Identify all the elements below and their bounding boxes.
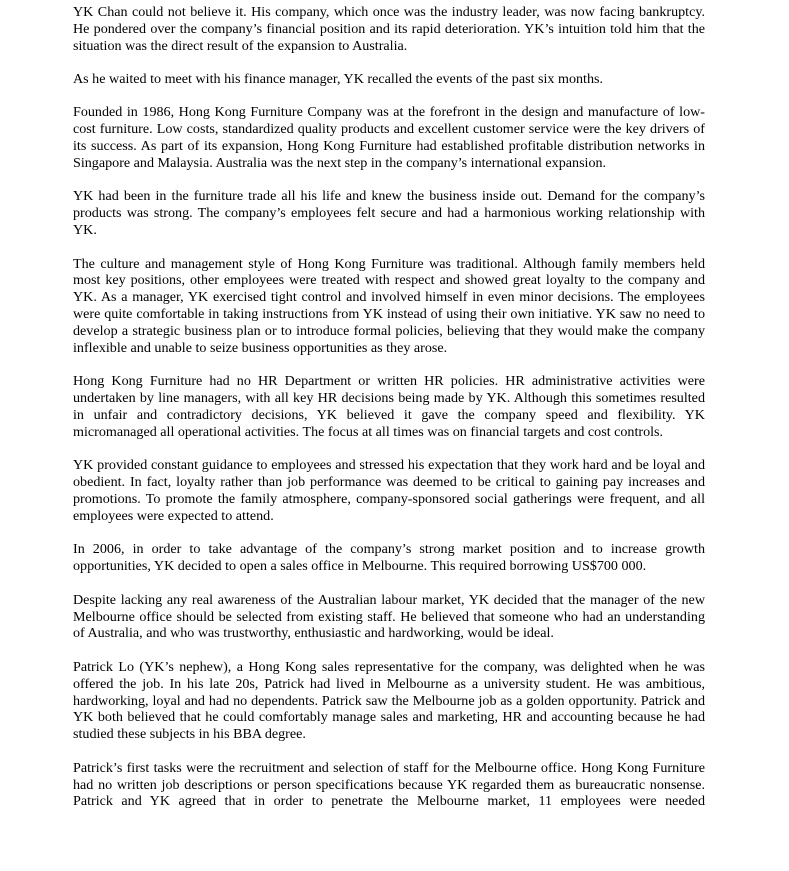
- paragraph-company-history: Founded in 1986, Hong Kong Furniture Company was at the forefront in the design and manufacture of low-cost furniture. Low costs, standardized quality products and excellent customer service were the key drivers of its success. As part of its expansion, Hong Kong Furniture had established profitable distribution networks in Singapore and Malaysia. Australia was the next step in the company’s international expansion.: [73, 104, 705, 172]
- paragraph-bankruptcy: YK Chan could not believe it. His company, which once was the industry leader, was now facing bankruptcy. He pondered over the company’s financial position and its rapid deterioration. YK’s intuition told him that the situation was the direct result of the expansion to Australia.: [73, 4, 705, 54]
- paragraph-manager-selection: Despite lacking any real awareness of the Australian labour market, YK decided that the manager of the new Melbourne office should be selected from existing staff. He believed that someone who had an understanding of Australia, and who was trustworthy, enthusiastic and hardworking, would be ideal.: [73, 591, 705, 642]
- paragraph-recruitment: Patrick’s first tasks were the recruitment and selection of staff for the Melbourne office. Hong Kong Furniture had no written job descriptions or person specifications because YK regarded them as bureaucratic nonsense. Patrick and YK agreed that in order to penetrate the Melbourne market, 11 employees were needed: [73, 759, 705, 810]
- paragraph-loyalty: YK provided constant guidance to employees and stressed his expectation that they work hard and be loyal and obedient. In fact, loyalty rather than job performance was deemed to be critical to gaining pay increases and promotions. To promote the family atmosphere, company-sponsored social gatherings were frequent, and all employees were expected to attend.: [73, 457, 705, 525]
- paragraph-patrick-lo: Patrick Lo (YK’s nephew), a Hong Kong sales representative for the company, was delighted when he was offered the job. In his late 20s, Patrick had lived in Melbourne as a university student. He was ambitious, hardworking, loyal and had no dependents. Patrick saw the Melbourne job as a golden opportunity. Patrick and YK both believed that he could comfortably manage sales and marketing, HR and accounting because he had studied these subjects in his BBA degree.: [73, 658, 705, 743]
- paragraph-recollection: As he waited to meet with his finance manager, YK recalled the events of the past six months.: [73, 71, 604, 88]
- paragraph-yk-background: YK had been in the furniture trade all his life and knew the business inside out. Demand for the company’s products was strong. The company’s employees felt secure and had a harmonious working relationship with YK.: [73, 188, 705, 239]
- document-page: [73, 4, 705, 810]
- paragraph-hr-practices: Hong Kong Furniture had no HR Department or written HR policies. HR administrative activities were undertaken by line managers, with all key HR decisions being made by YK. Although this sometimes resulted in unfair and contradictory decisions, YK believed it gave the company speed and flexibility. YK micromanaged all operational activities. The focus at all times was on financial targets and cost controls.: [73, 373, 705, 441]
- paragraph-culture: The culture and management style of Hong Kong Furniture was traditional. Although family members held most key positions, other employees were treated with respect and showed great loyalty to the company and YK. As a manager, YK exercised tight control and involved himself in even minor decisions. The employees were quite comfortable in taking instructions from YK instead of using their own initiative. YK saw no need to develop a strategic business plan or to introduce formal policies, believing that they would make the company inflexible and unable to seize business opportunities as they arose.: [73, 255, 705, 357]
- paragraph-melbourne-office: In 2006, in order to take advantage of the company’s strong market position and to increase growth opportunities, YK decided to open a sales office in Melbourne. This required borrowing US$700 000.: [73, 541, 705, 575]
